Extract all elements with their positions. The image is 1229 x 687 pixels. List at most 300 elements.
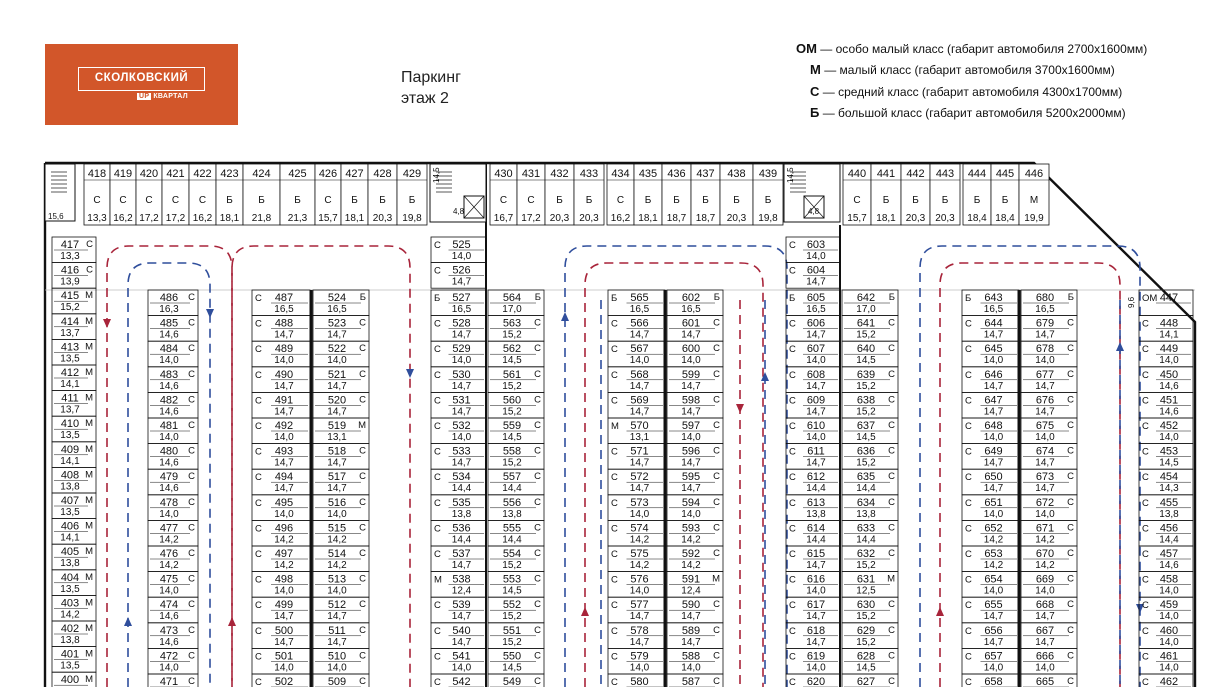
- spot-area: 14,7: [983, 636, 1004, 648]
- spot-number: 657: [984, 650, 1003, 663]
- spot-number: 643: [984, 292, 1003, 304]
- spot-class: Б: [912, 195, 919, 206]
- spot-area: 14,7: [1035, 329, 1055, 341]
- spot-number: 484: [159, 343, 179, 356]
- spot-class: ОМ: [1142, 293, 1158, 304]
- spot-area: 14,1: [60, 455, 80, 467]
- spot-area: 14,0: [629, 355, 650, 367]
- spot-area: 18,1: [638, 213, 658, 224]
- spot-class: С: [611, 625, 618, 637]
- spot-number: 608: [806, 368, 826, 381]
- spot-number: 671: [1035, 522, 1055, 535]
- spot-number: 485: [159, 317, 179, 330]
- spot-class: С: [534, 343, 541, 355]
- spot-number: 475: [159, 573, 179, 586]
- spot-class: С: [188, 343, 195, 355]
- spot-number: 615: [806, 548, 826, 560]
- spot-number: 447: [1159, 292, 1179, 304]
- spot-class: С: [888, 522, 895, 534]
- spot-class: С: [534, 650, 541, 662]
- spot-area: 14,7: [274, 611, 294, 623]
- spot-class: С: [1142, 651, 1149, 663]
- spot-area: 12,4: [451, 585, 472, 597]
- spot-area: 14,4: [856, 483, 876, 495]
- spot-class: С: [534, 420, 541, 431]
- legend-text: — большой класс (габарит автомобиля 5200х2000мм): [822, 106, 1126, 120]
- spot-area: 14,0: [451, 662, 472, 674]
- spot-class: С: [1142, 677, 1149, 687]
- spot-area: 18,7: [666, 213, 687, 224]
- spot-area: 13,8: [502, 508, 522, 520]
- elevator-area-label: 4,8: [453, 207, 465, 216]
- spot-number: 435: [638, 168, 658, 180]
- spot-number: 490: [274, 368, 294, 381]
- spot-class: С: [359, 676, 366, 687]
- spot-area: 14,5: [1159, 457, 1179, 469]
- spot-class: С: [188, 496, 195, 508]
- spot-number: 401: [60, 648, 80, 661]
- arrow-head-icon: [103, 319, 111, 328]
- spot-number: 516: [327, 496, 347, 509]
- spot-class: С: [1067, 676, 1074, 687]
- spot-class: С: [534, 573, 541, 585]
- spot-number: 430: [494, 168, 513, 180]
- spot-number: 575: [630, 548, 649, 560]
- spot-number: 408: [60, 469, 80, 482]
- spot-class: С: [965, 421, 972, 432]
- spot-area: 14,7: [451, 636, 472, 648]
- spot-area: 14,7: [629, 329, 650, 341]
- spot-area: 14,7: [806, 611, 826, 623]
- spot-class: С: [789, 421, 796, 432]
- spot-class: С: [888, 368, 895, 380]
- spot-class: С: [1067, 445, 1074, 457]
- spot-number: 528: [452, 317, 471, 330]
- spot-class: С: [188, 548, 195, 559]
- spot-number: 647: [984, 394, 1003, 407]
- spot-number: 599: [681, 368, 701, 381]
- spot-number: 611: [807, 445, 825, 458]
- spot-area: 18,1: [219, 213, 240, 224]
- spot-area: 12,4: [681, 585, 701, 597]
- spot-number: 566: [630, 317, 649, 330]
- spot-class: С: [1142, 369, 1149, 381]
- spot-number: 471: [159, 676, 179, 687]
- spot-number: 486: [159, 292, 179, 304]
- spot-area: 14,2: [60, 609, 80, 621]
- spot-area: 14,0: [159, 508, 179, 520]
- spot-area: 14,0: [1035, 432, 1055, 443]
- spot-area: 14,5: [856, 355, 876, 367]
- spot-class: С: [965, 446, 972, 458]
- spot-class: С: [611, 574, 618, 586]
- spot-number: 526: [452, 264, 471, 277]
- spot-class: С: [965, 497, 972, 509]
- spot-number: 538: [452, 573, 471, 586]
- spot-area: 14,7: [451, 457, 472, 469]
- spot-area: 15,2: [60, 302, 80, 314]
- spot-number: 474: [159, 599, 179, 612]
- spot-area: 12,5: [856, 585, 876, 597]
- spot-area: 20,3: [905, 213, 926, 224]
- spot-area: 14,2: [681, 534, 701, 546]
- spot-number: 400: [60, 674, 80, 687]
- spot-class: С: [713, 676, 720, 687]
- spot-class: С: [1067, 317, 1074, 329]
- spot-class: М: [85, 443, 93, 455]
- spot-class: М: [85, 367, 93, 378]
- spot-class: С: [145, 195, 153, 206]
- spot-number: 540: [452, 624, 471, 637]
- spot-area: 14,6: [159, 329, 179, 341]
- walls: [45, 163, 1195, 687]
- spot-number: 655: [984, 599, 1003, 612]
- spot-area: 14,0: [983, 508, 1004, 520]
- spot-area: 14,7: [629, 611, 650, 623]
- spot-number: 658: [984, 676, 1003, 687]
- spot-class: С: [888, 394, 895, 406]
- spot-area: 14,7: [806, 457, 826, 469]
- spot-area: 16,5: [274, 304, 294, 315]
- spot-number: 426: [318, 168, 338, 180]
- spot-class: С: [188, 522, 195, 534]
- arrow-head-icon: [228, 617, 236, 626]
- spot-number: 593: [681, 522, 701, 535]
- spot-class: С: [534, 522, 541, 534]
- spot-number: 654: [984, 573, 1003, 586]
- spot-number: 652: [984, 522, 1003, 535]
- spot-number: 667: [1035, 624, 1055, 637]
- spot-number: 638: [856, 394, 876, 407]
- spot-area: 14,0: [681, 355, 701, 367]
- spot-number: 509: [327, 676, 347, 687]
- spot-class: С: [255, 497, 262, 509]
- spot-number: 565: [630, 292, 649, 304]
- spot-number: 541: [452, 650, 471, 663]
- spot-area: 14,6: [159, 483, 179, 495]
- spot-area: 14,0: [1035, 662, 1055, 674]
- spot-number: 481: [159, 420, 179, 432]
- spot-area: 14,7: [806, 636, 826, 648]
- spot-number: 604: [806, 264, 826, 277]
- spot-number: 462: [1159, 676, 1179, 687]
- spot-area: 13,5: [60, 507, 80, 518]
- spot-number: 449: [1159, 343, 1179, 356]
- spot-area: 20,3: [549, 213, 570, 224]
- spot-class: С: [789, 240, 796, 251]
- spot-class: С: [1067, 624, 1074, 636]
- spot-area: 13,8: [1159, 508, 1179, 520]
- spot-area: 14,7: [1035, 457, 1055, 469]
- spot-area: 14,0: [629, 585, 650, 597]
- spot-number: 590: [681, 599, 701, 612]
- spot-number: 553: [502, 573, 522, 586]
- spot-number: 428: [373, 168, 392, 180]
- spot-area: 14,4: [856, 534, 876, 546]
- arrow-head-icon: [206, 309, 214, 318]
- spot-class: С: [255, 523, 262, 535]
- spot-class: С: [434, 318, 441, 330]
- spot-area: 15,2: [502, 560, 522, 571]
- spot-area: 14,0: [327, 508, 347, 520]
- spot-number: 632: [856, 548, 876, 560]
- spot-number: 488: [274, 317, 294, 330]
- spot-class: С: [534, 496, 541, 508]
- spot-class: С: [611, 395, 618, 407]
- spot-number: 672: [1035, 496, 1055, 509]
- spot-number: 530: [452, 368, 471, 381]
- spot-class: С: [434, 344, 441, 356]
- spot-class: Б: [434, 293, 441, 304]
- spot-number: 416: [60, 264, 80, 277]
- spot-number: 500: [274, 624, 294, 637]
- spot-class: Б: [973, 195, 981, 206]
- spot-area: 20,3: [372, 213, 393, 224]
- spot-area: 16,5: [451, 304, 472, 315]
- spot-class: С: [255, 549, 262, 560]
- spot-number: 536: [452, 522, 471, 535]
- spot-number: 407: [60, 495, 80, 507]
- spot-area: 14,0: [681, 662, 701, 674]
- spot-number: 610: [806, 420, 826, 432]
- spot-area: 14,4: [806, 534, 826, 546]
- spot-class: С: [434, 651, 441, 663]
- spot-number: 472: [159, 650, 179, 663]
- spot-class: Б: [644, 195, 652, 206]
- spot-area: 14,1: [1159, 329, 1179, 341]
- spot-class: С: [1067, 548, 1074, 559]
- spot-number: 510: [327, 650, 347, 663]
- spot-area: 13,8: [60, 481, 80, 493]
- spot-class: С: [965, 344, 972, 356]
- spot-class: С: [789, 497, 796, 509]
- spot-number: 651: [984, 496, 1003, 509]
- spot-class: Б: [534, 292, 541, 303]
- spot-number: 677: [1035, 368, 1055, 381]
- spot-number: 532: [452, 420, 471, 432]
- spot-area: 14,2: [1035, 534, 1055, 546]
- spot-area: 14,7: [629, 406, 650, 418]
- spot-class: С: [789, 651, 796, 663]
- spot-area: 14,4: [451, 483, 472, 495]
- spot-area: 14,7: [274, 483, 294, 495]
- spot-class: С: [534, 624, 541, 636]
- spot-class: Б: [611, 293, 618, 304]
- spot-class: С: [888, 650, 895, 662]
- spot-number: 531: [452, 394, 471, 407]
- spot-number: 417: [60, 239, 80, 251]
- spot-class: С: [188, 317, 195, 329]
- spot-number: 601: [681, 317, 701, 330]
- spot-area: 14,3: [1159, 483, 1179, 495]
- spot-area: 13,5: [60, 583, 80, 595]
- spot-class: С: [713, 317, 720, 329]
- spot-area: 14,7: [806, 276, 826, 288]
- spot-area: 14,6: [159, 611, 179, 623]
- spot-class: С: [359, 624, 366, 636]
- spot-number: 551: [502, 624, 522, 637]
- spot-number: 640: [856, 343, 876, 356]
- spot-class: С: [611, 318, 618, 330]
- spot-class: С: [434, 625, 441, 637]
- spot-class: Б: [888, 292, 895, 303]
- spot-class: С: [188, 599, 195, 611]
- spot-area: 19,8: [402, 213, 422, 224]
- spot-number: 473: [159, 624, 179, 637]
- spot-class: С: [888, 445, 895, 457]
- spot-number: 523: [327, 317, 347, 330]
- spot-number: 403: [60, 597, 80, 610]
- spot-area: 14,7: [983, 457, 1004, 469]
- spot-class: М: [85, 571, 93, 583]
- spot-area: 14,7: [451, 276, 472, 288]
- spot-number: 567: [630, 343, 649, 356]
- spot-class: С: [359, 394, 366, 406]
- spot-area: 21,3: [287, 213, 308, 224]
- spot-area: 14,7: [681, 483, 701, 495]
- spot-class: Б: [764, 195, 772, 206]
- spot-area: 14,0: [983, 662, 1004, 674]
- legend-text: — малый класс (габарит автомобиля 3700х1600мм): [824, 63, 1115, 77]
- spot-number: 644: [984, 317, 1003, 330]
- spot-number: 522: [327, 343, 347, 356]
- spot-number: 589: [681, 624, 701, 637]
- spot-class: Б: [359, 292, 366, 303]
- spot-number: 511: [328, 624, 346, 637]
- spot-class: С: [534, 394, 541, 406]
- spot-class: С: [1067, 650, 1074, 662]
- spot-area: 14,0: [806, 585, 826, 597]
- spot-number: 606: [806, 317, 826, 330]
- spot-area: 14,7: [1035, 406, 1055, 418]
- spot-area: 13,8: [60, 558, 80, 570]
- spot-area: 15,2: [856, 636, 876, 648]
- spot-area: 16,2: [113, 213, 133, 224]
- spot-class: С: [616, 195, 625, 206]
- spot-number: 534: [452, 471, 471, 484]
- spot-class: М: [712, 573, 720, 585]
- spot-area: 16,3: [159, 304, 179, 315]
- spot-class: С: [965, 677, 972, 687]
- spot-class: Б: [673, 195, 680, 206]
- spot-number: 653: [984, 548, 1003, 560]
- spot-class: С: [255, 421, 262, 432]
- spot-number: 549: [502, 676, 522, 687]
- legend-code: С: [810, 84, 820, 99]
- spot-area: 14,0: [1159, 611, 1179, 623]
- spot-number: 478: [159, 496, 179, 509]
- spot-class: С: [888, 548, 895, 559]
- spot-number: 406: [60, 520, 80, 533]
- spot-number: 427: [345, 168, 364, 180]
- spot-class: С: [789, 549, 796, 560]
- spot-number: 598: [681, 394, 701, 407]
- spot-class: С: [1142, 318, 1149, 330]
- spot-area: 16,7: [493, 213, 514, 224]
- spot-area: 14,4: [502, 534, 522, 546]
- spot-area: 14,0: [629, 662, 650, 674]
- spot-class: С: [888, 676, 895, 687]
- spot-class: Б: [941, 195, 949, 206]
- spot-number: 678: [1035, 343, 1055, 356]
- spot-class: С: [188, 471, 195, 483]
- spot-number: 411: [61, 392, 79, 405]
- spot-area: 14,7: [681, 406, 701, 418]
- spot-number: 564: [502, 292, 522, 304]
- spot-area: 14,2: [983, 560, 1004, 571]
- spot-class: С: [119, 195, 127, 206]
- spot-number: 617: [806, 599, 826, 612]
- spot-area: 14,7: [451, 611, 472, 623]
- spot-class: С: [188, 420, 195, 431]
- spot-class: Б: [226, 195, 233, 206]
- spot-area: 18,1: [876, 213, 896, 224]
- legend-code: ОМ: [796, 41, 817, 56]
- spot-class: С: [359, 343, 366, 355]
- arrow-head-icon: [581, 607, 589, 616]
- spot-number: 477: [159, 522, 179, 535]
- spot-class: С: [434, 549, 441, 560]
- spot-number: 559: [502, 420, 522, 432]
- spot-class: С: [434, 523, 441, 535]
- spot-number: 571: [630, 445, 649, 458]
- spot-number: 496: [274, 522, 294, 535]
- spot-number: 433: [579, 168, 599, 180]
- spot-area: 17,0: [502, 304, 522, 315]
- spot-area: 14,5: [856, 432, 876, 443]
- spot-area: 14,7: [806, 380, 826, 392]
- legend-code: Б: [810, 105, 820, 120]
- spot-number: 521: [327, 368, 347, 381]
- spot-number: 552: [502, 599, 522, 612]
- spot-class: С: [1067, 394, 1074, 406]
- spot-number: 420: [139, 168, 159, 180]
- spot-number: 631: [856, 573, 876, 586]
- spot-number: 637: [856, 420, 876, 432]
- spot-class: М: [85, 674, 93, 686]
- spot-number: 556: [502, 496, 522, 509]
- spot-number: 570: [630, 420, 649, 432]
- spot-number: 580: [630, 676, 649, 687]
- spot-class: С: [434, 497, 441, 509]
- spot-area: 14,7: [327, 406, 347, 418]
- spot-number: 434: [611, 168, 630, 180]
- spot-number: 542: [452, 676, 471, 687]
- spot-number: 431: [521, 168, 541, 180]
- spot-class: С: [324, 195, 332, 206]
- spot-number: 492: [274, 420, 294, 432]
- spot-number: 452: [1159, 420, 1179, 432]
- spot-number: 550: [502, 650, 522, 663]
- spot-number: 495: [274, 496, 294, 509]
- spot-number: 518: [327, 445, 347, 458]
- spot-number: 642: [856, 292, 876, 304]
- spot-number: 440: [847, 168, 867, 180]
- spot-class: С: [86, 239, 93, 250]
- spot-number: 436: [667, 168, 686, 180]
- spot-area: 14,0: [274, 662, 294, 674]
- spot-class: С: [359, 599, 366, 611]
- spot-class: С: [534, 548, 541, 559]
- spot-number: 480: [159, 445, 179, 458]
- spot-area: 14,4: [451, 534, 472, 546]
- spot-number: 487: [274, 292, 294, 304]
- spot-area: 14,7: [451, 329, 472, 341]
- spot-class: С: [499, 195, 508, 206]
- arrow-head-icon: [406, 369, 414, 378]
- spot-class: С: [1067, 471, 1074, 483]
- spot-area: 14,0: [159, 355, 179, 367]
